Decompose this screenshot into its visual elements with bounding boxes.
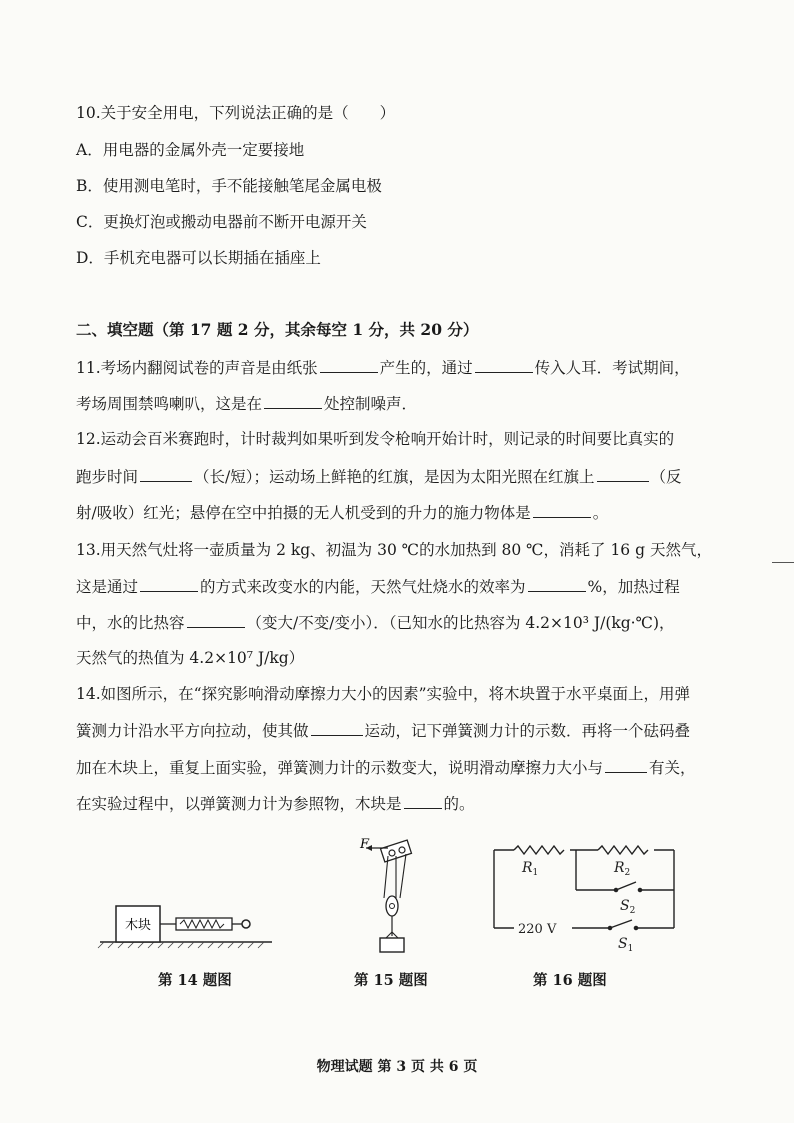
q14-line4 xyxy=(76,793,716,814)
q12-text-a: 跑步时间 xyxy=(76,468,139,486)
q11-text-e: 处控制噪声． xyxy=(324,395,418,413)
q11-line1 xyxy=(76,357,716,378)
q14-blank-2 xyxy=(605,757,647,773)
q11-line2 xyxy=(76,393,716,414)
q14-line3 xyxy=(76,757,716,778)
svg-text:S1 xyxy=(618,936,633,954)
q12-blank-1 xyxy=(140,466,192,482)
q11-text-a: 11.考场内翻阅试卷的声音是由纸张 xyxy=(76,359,318,377)
fig14-diagram xyxy=(96,892,276,956)
q13-text-b: 的方式来改变水的内能，天然气灶烧水的效率为 xyxy=(200,578,526,596)
edge-mark xyxy=(772,562,794,563)
q14-text-f: 的。 xyxy=(443,795,475,813)
q12-text-c: （反 xyxy=(650,468,682,486)
q10-stem: 10.关于安全用电，下列说法正确的是（ ） xyxy=(76,104,396,122)
q11-blank-3 xyxy=(264,393,322,409)
q12-blank-2 xyxy=(597,466,649,482)
q12-text-b: （长/短）；运动场上鲜艳的红旗，是因为太阳光照在红旗上 xyxy=(194,468,595,486)
q11-blank-1 xyxy=(320,357,378,373)
q14-text-a: 簧测力计沿水平方向拉动，使其做 xyxy=(76,722,309,740)
fig16-caption: 第 16 题图 xyxy=(533,972,607,989)
q13-line2 xyxy=(76,576,716,597)
q11-text-d: 考场周围禁鸣喇叭，这是在 xyxy=(76,395,263,413)
q13-line1: 13.用天然气灶将一壶质量为 2 kg、初温为 30 ℃的水加热到 80 ℃，消耗了 16 g 天然气， xyxy=(76,541,712,559)
fig16-r1-sub: 1 xyxy=(532,868,539,878)
svg-text:R1 xyxy=(521,860,538,878)
fig16-s2-label: S xyxy=(620,898,630,914)
q14-blank-3 xyxy=(404,793,442,809)
fig16-r1-label: R xyxy=(522,860,533,876)
fig16-r2-label: R xyxy=(614,860,625,876)
q14-text-b: 运动，记下弹簧测力计的示数．再将一个砝码叠 xyxy=(364,722,691,740)
fig16-s2-sub: 2 xyxy=(629,906,636,916)
q13-text-a: 这是通过 xyxy=(76,578,139,596)
fig16-s1-label: S xyxy=(618,936,628,952)
q12-blank-3 xyxy=(533,502,591,518)
q11-blank-2 xyxy=(475,357,533,373)
section2-title: 二、填空题（第 17 题 2 分，其余每空 1 分，共 20 分） xyxy=(76,320,479,339)
q14-text-c: 加在木块上，重复上面实验，弹簧测力计的示数变大，说明滑动摩擦力大小与 xyxy=(76,759,604,777)
svg-text:S2 xyxy=(620,898,635,916)
fig16-circuit xyxy=(486,838,686,962)
q13-line4: 天然气的热值为 4.2×10⁷ J/kg） xyxy=(76,649,305,667)
q13-text-c: %，加热过程 xyxy=(587,578,680,596)
q10-option-d: D．手机充电器可以长期插在插座上 xyxy=(76,249,321,267)
q12-text-d: 射/吸收）红光；悬停在空中拍摄的无人机受到的升力的施力物体是 xyxy=(76,504,531,522)
fig15-weight xyxy=(380,938,404,952)
q13-blank-3 xyxy=(187,612,245,628)
q14-blank-1 xyxy=(311,720,363,736)
q13-blank-1 xyxy=(140,576,198,592)
q10-option-c: C．更换灯泡或搬动电器前不断开电源开关 xyxy=(76,213,367,231)
q10-option-a: A．用电器的金属外壳一定要接地 xyxy=(76,141,305,159)
svg-text:R2 xyxy=(613,860,630,878)
fig14-caption: 第 14 题图 xyxy=(158,972,232,989)
q12-line2 xyxy=(76,466,716,487)
fig15-diagram xyxy=(352,836,432,958)
fig14-pull-ring xyxy=(242,920,250,928)
fig16-r2-sub: 2 xyxy=(624,868,631,878)
q13-blank-2 xyxy=(528,576,586,592)
fig16-resistor-r2 xyxy=(598,846,648,854)
q14-text-e: 在实验过程中，以弹簧测力计为参照物，木块是 xyxy=(76,795,402,813)
q11-text-c: 传入人耳．考试期间， xyxy=(534,359,690,377)
fig16-s1-sub: 1 xyxy=(627,944,634,954)
fig16-resistor-r1 xyxy=(514,846,564,854)
q10-option-b: B．使用测电笔时，手不能接触笔尾金属电极 xyxy=(76,177,382,195)
q12-text-e: 。 xyxy=(592,504,609,522)
fig16-switch-s1 xyxy=(610,920,632,928)
q14-line2 xyxy=(76,720,716,741)
fig16-switch-s2 xyxy=(616,882,636,890)
figures-row xyxy=(0,830,794,1000)
fig14-table-hatching xyxy=(98,942,264,948)
page-footer: 物理试题 第 3 页 共 6 页 xyxy=(316,1059,478,1075)
q13-line3 xyxy=(76,612,716,633)
fig15-movable-pulley xyxy=(386,896,398,916)
q14-text-d: 有关， xyxy=(649,759,696,777)
q12-line3 xyxy=(76,502,716,523)
fig15-caption: 第 15 题图 xyxy=(354,972,428,989)
q13-text-e: （变大/不变/变小）．（已知水的比热容为 4.2×10³ J/(kg·℃)， xyxy=(246,614,675,632)
q14-line1: 14.如图所示，在“探究影响滑动摩擦力大小的因素”实验中，将木块置于水平桌面上，用弹 xyxy=(76,685,691,703)
q13-text-d: 中，水的比热容 xyxy=(76,614,185,632)
q12-line1: 12.运动会百米赛跑时，计时裁判如果听到发令枪响开始计时，则记录的时间要比真实的 xyxy=(76,430,675,448)
q11-text-b: 产生的，通过 xyxy=(379,359,473,377)
fig14-block-label: 木块 xyxy=(124,918,152,933)
fig15-force-label: F xyxy=(360,837,370,852)
fig16-voltage-label: 220 V xyxy=(518,922,557,937)
